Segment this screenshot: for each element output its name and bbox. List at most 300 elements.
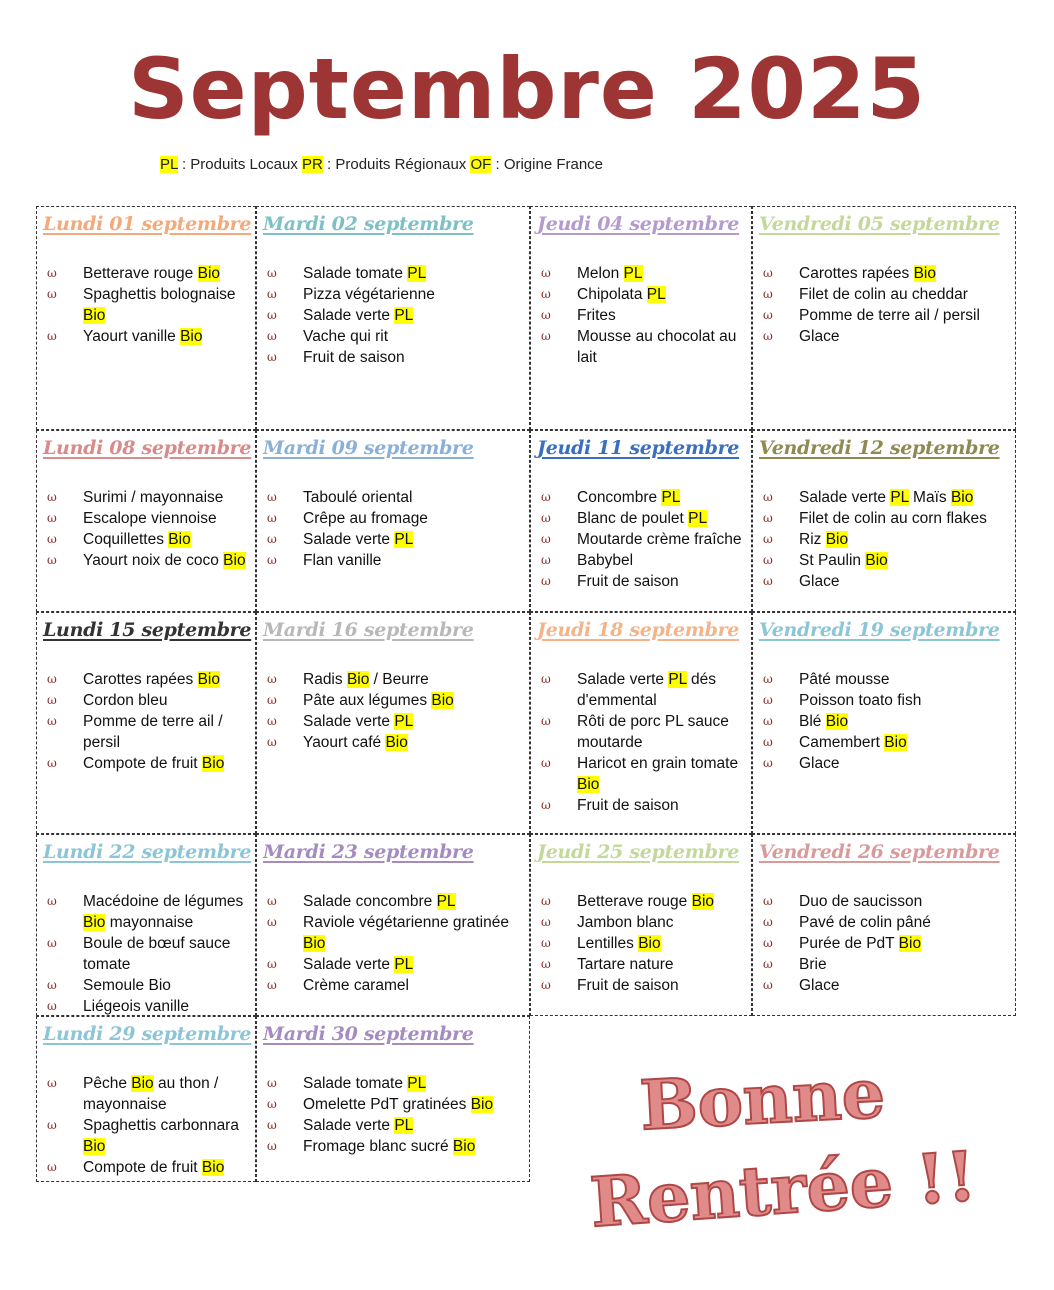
bullet-icon: ω bbox=[763, 735, 773, 749]
bullet-icon: ω bbox=[267, 915, 277, 929]
day-cell bbox=[256, 206, 530, 430]
menu-item bbox=[267, 508, 523, 529]
label-badge: Bio bbox=[825, 713, 849, 730]
item-text: Salade verte bbox=[303, 307, 395, 324]
bullet-icon: ω bbox=[763, 936, 773, 950]
item-text: Yaourt vanille bbox=[83, 328, 181, 345]
menu-list bbox=[267, 1073, 523, 1157]
item-text: Riz bbox=[799, 531, 826, 548]
bullet-icon: ω bbox=[541, 915, 551, 929]
menu-list bbox=[763, 263, 1009, 347]
day-heading: Mardi 23 septembre bbox=[263, 841, 474, 863]
menu-item bbox=[267, 529, 523, 550]
item-text: Fruit de saison bbox=[577, 573, 679, 590]
menu-item bbox=[267, 550, 523, 571]
item-text: Crème caramel bbox=[303, 977, 409, 994]
menu-list bbox=[763, 891, 1009, 996]
bullet-icon: ω bbox=[47, 287, 57, 301]
bullet-icon: ω bbox=[763, 511, 773, 525]
bullet-icon: ω bbox=[541, 553, 551, 567]
bullet-icon: ω bbox=[763, 308, 773, 322]
bullet-icon: ω bbox=[267, 693, 277, 707]
item-text: Moutarde crème fraîche bbox=[577, 531, 742, 548]
day-cell bbox=[752, 834, 1016, 1016]
menu-item bbox=[47, 326, 249, 347]
menu-item bbox=[763, 753, 1009, 774]
item-text: Cordon bleu bbox=[83, 692, 168, 709]
menu-item bbox=[541, 550, 745, 571]
menu-item bbox=[47, 284, 249, 326]
bullet-icon: ω bbox=[267, 1076, 277, 1090]
item-text: Concombre bbox=[577, 489, 662, 506]
menu-list bbox=[267, 487, 523, 571]
menu-item bbox=[47, 1157, 249, 1178]
bullet-icon: ω bbox=[763, 672, 773, 686]
day-heading: Lundi 22 septembre bbox=[43, 841, 252, 863]
day-heading: Mardi 09 septembre bbox=[263, 437, 474, 459]
label-badge: PL bbox=[668, 671, 687, 688]
menu-item bbox=[47, 508, 249, 529]
label-badge: PL bbox=[623, 265, 643, 282]
label-badge: Bio bbox=[83, 307, 106, 324]
label-badge: Bio bbox=[197, 265, 221, 282]
legend bbox=[160, 156, 603, 173]
day-heading: Jeudi 25 septembre bbox=[537, 841, 740, 863]
item-text: Mousse au chocolat au lait bbox=[577, 328, 737, 366]
menu-item bbox=[763, 529, 1009, 550]
day-cell bbox=[256, 1016, 530, 1182]
greeting-line-2: Rentrée !! bbox=[587, 1136, 979, 1244]
day-heading: Vendredi 05 septembre bbox=[759, 213, 1000, 235]
day-cell bbox=[36, 612, 256, 834]
day-heading: Vendredi 26 septembre bbox=[759, 841, 1000, 863]
menu-item bbox=[267, 1115, 523, 1136]
menu-item bbox=[763, 891, 1009, 912]
bullet-icon: ω bbox=[541, 266, 551, 280]
menu-item bbox=[541, 912, 745, 933]
bullet-icon: ω bbox=[47, 329, 57, 343]
item-text: Glace bbox=[799, 755, 840, 772]
label-badge: Bio bbox=[884, 734, 907, 751]
bullet-icon: ω bbox=[763, 266, 773, 280]
bullet-icon: ω bbox=[267, 511, 277, 525]
menu-item bbox=[541, 795, 745, 816]
label-badge: Bio bbox=[201, 1159, 225, 1176]
menu-item bbox=[763, 912, 1009, 933]
label-badge: PL bbox=[646, 286, 666, 303]
day-cell bbox=[752, 206, 1016, 430]
item-text: St Paulin bbox=[799, 552, 866, 569]
bullet-icon: ω bbox=[763, 490, 773, 504]
bullet-icon: ω bbox=[267, 266, 277, 280]
bullet-icon: ω bbox=[267, 350, 277, 364]
bullet-icon: ω bbox=[267, 978, 277, 992]
menu-item bbox=[267, 891, 523, 912]
menu-item bbox=[763, 669, 1009, 690]
menu-item bbox=[267, 1136, 523, 1157]
day-cell bbox=[36, 430, 256, 612]
menu-item bbox=[541, 753, 745, 795]
label-badge: PL bbox=[394, 307, 414, 324]
bullet-icon: ω bbox=[541, 798, 551, 812]
item-text: Compote de fruit bbox=[83, 1159, 202, 1176]
menu-item bbox=[267, 487, 523, 508]
day-heading: Lundi 01 septembre bbox=[43, 213, 252, 235]
menu-item bbox=[47, 263, 249, 284]
item-text: mayonnaise bbox=[105, 914, 194, 931]
bullet-icon: ω bbox=[541, 532, 551, 546]
item-text: Camembert bbox=[799, 734, 885, 751]
bullet-icon: ω bbox=[47, 978, 57, 992]
bullet-icon: ω bbox=[541, 714, 551, 728]
day-heading: Vendredi 19 septembre bbox=[759, 619, 1000, 641]
item-text: Filet de colin au corn flakes bbox=[799, 510, 987, 527]
item-text: Haricot en grain tomate bbox=[577, 755, 739, 772]
menu-item bbox=[763, 933, 1009, 954]
item-text: Salade verte bbox=[799, 489, 891, 506]
menu-item bbox=[763, 975, 1009, 996]
item-text: Omelette PdT gratinées bbox=[303, 1096, 471, 1113]
day-cell bbox=[530, 612, 752, 834]
label-badge: Bio bbox=[303, 935, 326, 952]
item-text: Fromage blanc sucré bbox=[303, 1138, 453, 1155]
menu-item bbox=[267, 975, 523, 996]
menu-item bbox=[267, 347, 523, 368]
label-badge: Bio bbox=[825, 531, 849, 548]
label-badge: Bio bbox=[83, 1138, 106, 1155]
item-text: Salade verte bbox=[303, 956, 395, 973]
item-text: / Beurre bbox=[369, 671, 429, 688]
item-text: Salade tomate bbox=[303, 1075, 408, 1092]
bullet-icon: ω bbox=[47, 490, 57, 504]
day-cell bbox=[36, 834, 256, 1016]
bullet-icon: ω bbox=[47, 693, 57, 707]
menu-item bbox=[47, 933, 249, 975]
menu-list bbox=[541, 263, 745, 368]
menu-item bbox=[541, 305, 745, 326]
menu-list bbox=[763, 669, 1009, 774]
item-text: Carottes rapées bbox=[799, 265, 914, 282]
menu-list bbox=[47, 1073, 249, 1178]
day-cell bbox=[530, 430, 752, 612]
bullet-icon: ω bbox=[267, 1139, 277, 1153]
label-badge: PL bbox=[394, 956, 414, 973]
menu-item bbox=[47, 1073, 249, 1115]
bullet-icon: ω bbox=[267, 287, 277, 301]
menu-item bbox=[763, 711, 1009, 732]
item-text: Liégeois vanille bbox=[83, 998, 189, 1015]
menu-item bbox=[541, 326, 745, 368]
label-badge: Bio bbox=[168, 531, 191, 548]
day-heading: Mardi 30 septembre bbox=[263, 1023, 474, 1045]
menu-list bbox=[763, 487, 1009, 592]
menu-item bbox=[267, 1073, 523, 1094]
bullet-icon: ω bbox=[267, 308, 277, 322]
item-text: Crêpe au fromage bbox=[303, 510, 428, 527]
day-heading: Lundi 29 septembre bbox=[43, 1023, 252, 1045]
item-text: Fruit de saison bbox=[303, 349, 405, 366]
bullet-icon: ω bbox=[763, 574, 773, 588]
menu-list bbox=[541, 669, 745, 816]
bullet-icon: ω bbox=[763, 978, 773, 992]
bullet-icon: ω bbox=[541, 957, 551, 971]
bullet-icon: ω bbox=[763, 957, 773, 971]
bullet-icon: ω bbox=[267, 714, 277, 728]
item-text: Purée de PdT bbox=[799, 935, 899, 952]
label-badge: Bio bbox=[452, 1138, 476, 1155]
bullet-icon: ω bbox=[541, 756, 551, 770]
bullet-icon: ω bbox=[47, 1076, 57, 1090]
bullet-icon: ω bbox=[267, 1118, 277, 1132]
menu-item bbox=[541, 669, 745, 711]
label-badge: PL bbox=[407, 265, 427, 282]
legend-text: : Produits Locaux bbox=[177, 156, 303, 173]
label-badge: PL bbox=[394, 1117, 414, 1134]
menu-item bbox=[541, 954, 745, 975]
bullet-icon: ω bbox=[541, 329, 551, 343]
item-text: Pizza végétarienne bbox=[303, 286, 435, 303]
legend-code: PR bbox=[302, 156, 323, 173]
item-text: Boule de bœuf sauce tomate bbox=[83, 935, 231, 973]
item-text: Salade verte bbox=[303, 1117, 395, 1134]
menu-item bbox=[763, 326, 1009, 347]
greeting-line-1: Bonne bbox=[638, 1053, 887, 1147]
bullet-icon: ω bbox=[47, 532, 57, 546]
day-heading: Jeudi 18 septembre bbox=[537, 619, 740, 641]
item-text: Semoule Bio bbox=[83, 977, 171, 994]
day-heading: Jeudi 04 septembre bbox=[537, 213, 740, 235]
bullet-icon: ω bbox=[47, 266, 57, 280]
legend-code: OF bbox=[470, 156, 492, 173]
day-heading: Lundi 15 septembre bbox=[43, 619, 252, 641]
legend-text: : Origine France bbox=[491, 156, 604, 173]
day-cell bbox=[530, 206, 752, 430]
menu-item bbox=[763, 732, 1009, 753]
item-text: Radis bbox=[303, 671, 347, 688]
menu-item bbox=[267, 690, 523, 711]
item-text: Surimi / mayonnaise bbox=[83, 489, 224, 506]
item-text: Macédoine de légumes bbox=[83, 893, 244, 910]
bullet-icon: ω bbox=[541, 574, 551, 588]
item-text: Salade tomate bbox=[303, 265, 408, 282]
menu-list bbox=[267, 669, 523, 753]
bullet-icon: ω bbox=[47, 672, 57, 686]
label-badge: Bio bbox=[431, 692, 454, 709]
label-badge: PL bbox=[407, 1075, 427, 1092]
day-heading: Mardi 16 septembre bbox=[263, 619, 474, 641]
bullet-icon: ω bbox=[763, 553, 773, 567]
menu-item bbox=[267, 263, 523, 284]
label-badge: Bio bbox=[950, 489, 974, 506]
bullet-icon: ω bbox=[267, 532, 277, 546]
item-text: Glace bbox=[799, 328, 840, 345]
bullet-icon: ω bbox=[541, 894, 551, 908]
item-text: Duo de saucisson bbox=[799, 893, 923, 910]
label-badge: Bio bbox=[83, 914, 106, 931]
bullet-icon: ω bbox=[541, 511, 551, 525]
bullet-icon: ω bbox=[763, 756, 773, 770]
legend-text: : Produits Régionaux bbox=[322, 156, 471, 173]
item-text: au thon / mayonnaise bbox=[83, 1075, 219, 1113]
label-badge: PL bbox=[436, 893, 456, 910]
label-badge: Bio bbox=[577, 776, 600, 793]
bullet-icon: ω bbox=[763, 329, 773, 343]
item-text: Lentilles bbox=[577, 935, 639, 952]
item-text: Pavé de colin pâné bbox=[799, 914, 931, 931]
item-text: Salade verte bbox=[303, 713, 395, 730]
menu-item bbox=[267, 1094, 523, 1115]
item-text: Yaourt café bbox=[303, 734, 386, 751]
menu-list bbox=[541, 891, 745, 996]
item-text: Babybel bbox=[577, 552, 634, 569]
item-text: Pomme de terre ail / persil bbox=[83, 713, 223, 751]
item-text: Yaourt noix de coco bbox=[83, 552, 224, 569]
menu-item bbox=[763, 487, 1009, 508]
bullet-icon: ω bbox=[763, 287, 773, 301]
bullet-icon: ω bbox=[541, 936, 551, 950]
bullet-icon: ω bbox=[541, 490, 551, 504]
item-text: Poisson toato fish bbox=[799, 692, 922, 709]
menu-list bbox=[267, 263, 523, 368]
menu-item bbox=[47, 996, 249, 1017]
day-cell bbox=[530, 834, 752, 1016]
item-text: Glace bbox=[799, 977, 840, 994]
menu-list bbox=[47, 487, 249, 571]
menu-item bbox=[47, 690, 249, 711]
label-badge: Bio bbox=[385, 734, 408, 751]
menu-list bbox=[541, 487, 745, 592]
menu-item bbox=[47, 550, 249, 571]
item-text: Jambon blanc bbox=[577, 914, 674, 931]
bullet-icon: ω bbox=[267, 1097, 277, 1111]
label-badge: Bio bbox=[346, 671, 370, 688]
menu-item bbox=[763, 284, 1009, 305]
menu-item bbox=[541, 711, 745, 753]
day-cell bbox=[256, 430, 530, 612]
bullet-icon: ω bbox=[47, 714, 57, 728]
bullet-icon: ω bbox=[47, 1118, 57, 1132]
item-text: Fruit de saison bbox=[577, 797, 679, 814]
menu-list bbox=[267, 891, 523, 996]
menu-item bbox=[541, 508, 745, 529]
bullet-icon: ω bbox=[47, 999, 57, 1013]
bullet-icon: ω bbox=[763, 894, 773, 908]
label-badge: Bio bbox=[865, 552, 888, 569]
bullet-icon: ω bbox=[763, 714, 773, 728]
bullet-icon: ω bbox=[541, 308, 551, 322]
item-text: Taboulé oriental bbox=[303, 489, 413, 506]
page-title: Septembre 2025 bbox=[128, 40, 926, 138]
menu-item bbox=[541, 891, 745, 912]
label-badge: Bio bbox=[131, 1075, 154, 1092]
day-heading: Jeudi 11 septembre bbox=[537, 437, 740, 459]
item-text: Vache qui rit bbox=[303, 328, 389, 345]
bullet-icon: ω bbox=[47, 894, 57, 908]
menu-item bbox=[763, 263, 1009, 284]
item-text: Spaghettis bolognaise bbox=[83, 286, 236, 303]
bullet-icon: ω bbox=[267, 735, 277, 749]
label-badge: PL bbox=[688, 510, 708, 527]
menu-item bbox=[267, 711, 523, 732]
menu-item bbox=[763, 550, 1009, 571]
menu-item bbox=[47, 1115, 249, 1157]
day-cell bbox=[256, 834, 530, 1016]
item-text: dés d'emmental bbox=[577, 671, 717, 709]
item-text: Flan vanille bbox=[303, 552, 382, 569]
menu-item bbox=[541, 933, 745, 954]
menu-item bbox=[763, 571, 1009, 592]
bullet-icon: ω bbox=[763, 915, 773, 929]
bullet-icon: ω bbox=[267, 329, 277, 343]
bullet-icon: ω bbox=[541, 672, 551, 686]
bullet-icon: ω bbox=[267, 672, 277, 686]
item-text: Rôti de porc PL sauce moutarde bbox=[577, 713, 729, 751]
menu-item bbox=[47, 975, 249, 996]
menu-item bbox=[541, 571, 745, 592]
menu-item bbox=[763, 690, 1009, 711]
item-text: Brie bbox=[799, 956, 827, 973]
item-text: Maïs bbox=[908, 489, 951, 506]
label-badge: Bio bbox=[197, 671, 220, 688]
label-badge: Bio bbox=[201, 755, 225, 772]
item-text: Pâté mousse bbox=[799, 671, 890, 688]
menu-item bbox=[47, 753, 249, 774]
day-cell bbox=[752, 612, 1016, 834]
label-badge: Bio bbox=[898, 935, 922, 952]
item-text: Raviole végétarienne gratinée bbox=[303, 914, 509, 931]
menu-item bbox=[763, 954, 1009, 975]
item-text: Salade verte bbox=[577, 671, 669, 688]
item-text: Chipolata bbox=[577, 286, 647, 303]
bullet-icon: ω bbox=[47, 756, 57, 770]
item-text: Coquillettes bbox=[83, 531, 169, 548]
day-heading: Lundi 08 septembre bbox=[43, 437, 252, 459]
day-cell bbox=[36, 1016, 256, 1182]
item-text: Compote de fruit bbox=[83, 755, 202, 772]
item-text: Betterave rouge bbox=[577, 893, 692, 910]
label-badge: Bio bbox=[180, 328, 203, 345]
bullet-icon: ω bbox=[267, 490, 277, 504]
item-text: Frites bbox=[577, 307, 616, 324]
bullet-icon: ω bbox=[267, 957, 277, 971]
menu-item bbox=[267, 326, 523, 347]
item-text: Filet de colin au cheddar bbox=[799, 286, 968, 303]
item-text: Betterave rouge bbox=[83, 265, 198, 282]
menu-list bbox=[47, 669, 249, 774]
label-badge: Bio bbox=[223, 552, 246, 569]
item-text: Pêche bbox=[83, 1075, 132, 1092]
menu-item bbox=[267, 732, 523, 753]
bullet-icon: ω bbox=[47, 553, 57, 567]
menu-item bbox=[47, 891, 249, 933]
menu-list bbox=[47, 263, 249, 347]
item-text: Melon bbox=[577, 265, 624, 282]
label-badge: PL bbox=[394, 531, 414, 548]
label-badge: PL bbox=[394, 713, 414, 730]
label-badge: PL bbox=[890, 489, 909, 506]
menu-item bbox=[541, 263, 745, 284]
label-badge: Bio bbox=[470, 1096, 494, 1113]
item-text: Glace bbox=[799, 573, 840, 590]
bullet-icon: ω bbox=[267, 894, 277, 908]
item-text: Pâte aux légumes bbox=[303, 692, 432, 709]
item-text: Escalope viennoise bbox=[83, 510, 217, 527]
bullet-icon: ω bbox=[541, 287, 551, 301]
day-cell bbox=[752, 430, 1016, 612]
menu-item bbox=[47, 669, 249, 690]
item-text: Salade concombre bbox=[303, 893, 437, 910]
day-heading: Mardi 02 septembre bbox=[263, 213, 474, 235]
